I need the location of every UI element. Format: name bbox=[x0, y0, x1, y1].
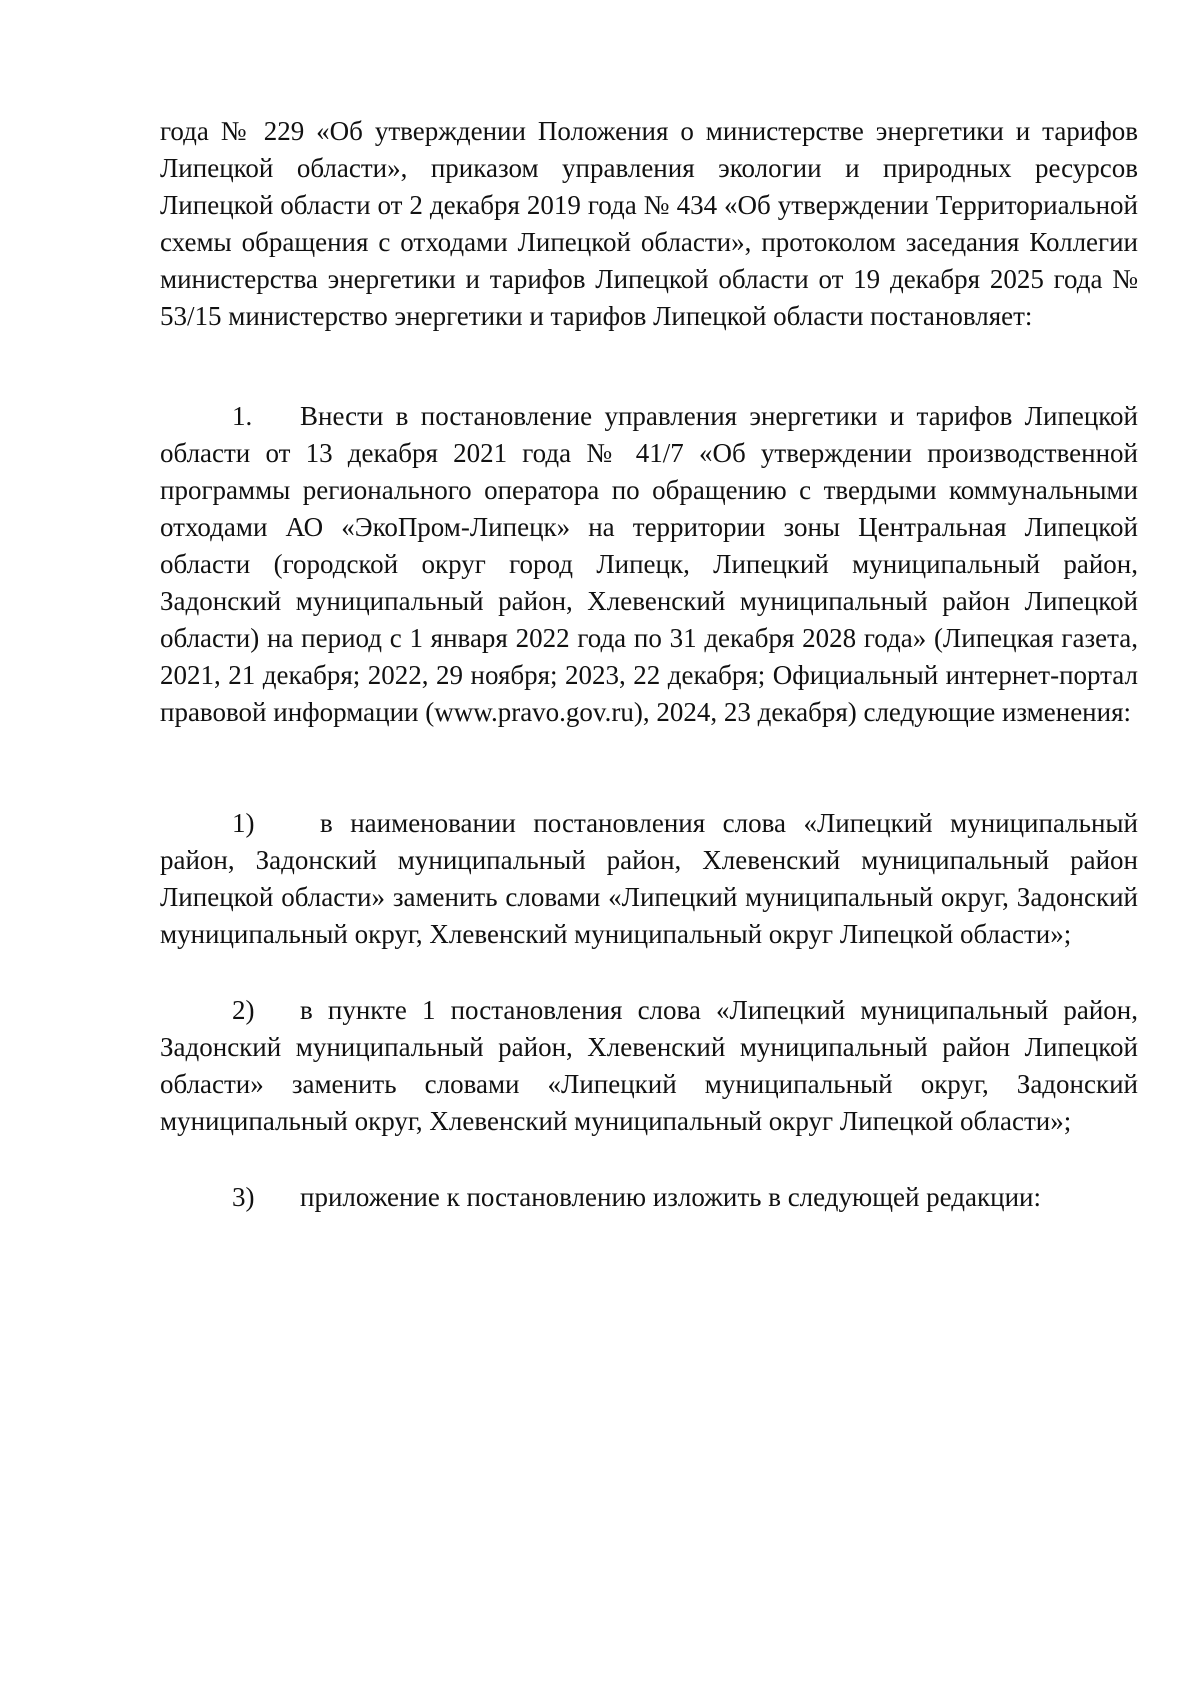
subitem-1-number: 1) bbox=[232, 808, 255, 838]
subitem-3-number: 3) bbox=[232, 1182, 255, 1212]
subitem-2-paragraph bbox=[160, 992, 1138, 1140]
subitem-2 bbox=[160, 992, 1138, 1140]
item-1 bbox=[160, 398, 1138, 731]
subitem-3-paragraph bbox=[160, 1179, 1138, 1216]
subitem-1-paragraph bbox=[160, 805, 1138, 953]
subitem-3 bbox=[160, 1179, 1138, 1216]
item-1-paragraph bbox=[160, 398, 1138, 731]
item-1-text: Внести в постановление управления энергетики и тарифов Липецкой области от 13 декабря 2021 года № 41/7 «Об утверждении производственной программы регионального оператора по обращению с твердыми коммунальными отходами АО «ЭкоПром-Липецк» на территории зоны Центральная Липецкой области (городской округ город Липецк, Липецкий муниципальный район, Задонский муниципальный район, Хлевенский муниципальный район Липецкой области) на период с 1 января 2022 года по 31 декабря 2028 года» (Липецкая газета, 2021, 21 декабря; 2022, 29 ноября; 2023, 22 декабря; Официальный интернет-портал правовой информации (www.pravo.gov.ru), 2024, 23 декабря) следующие изменения: bbox=[160, 401, 1138, 727]
subitem-2-number: 2) bbox=[232, 995, 255, 1025]
intro-paragraph bbox=[160, 113, 1138, 335]
subitem-1 bbox=[160, 805, 1138, 953]
intro-text: года № 229 «Об утверждении Положения о министерстве энергетики и тарифов Липецкой области», приказом управления экологии и природных ресурсов Липецкой области от 2 декабря 2019 года № 434 «Об утверждении Территориальной схемы обращения с отходами Липецкой области», протоколом заседания Коллегии министерства энергетики и тарифов Липецкой области от 19 декабря 2025 года № 53/15 министерство энергетики и тарифов Липецкой области постановляет: bbox=[160, 116, 1138, 331]
subitem-3-text: приложение к постановлению изложить в следующей редакции: bbox=[300, 1182, 1041, 1212]
subitem-2-text: в пункте 1 постановления слова «Липецкий муниципальный район, Задонский муниципальный район, Хлевенский муниципальный район Липецкой области» заменить словами «Липецкий муниципальный округ, Задонский муниципальный округ, Хлевенский муниципальный округ Липецкой области»; bbox=[160, 995, 1138, 1136]
subitem-1-text: в наименовании постановления слова «Липецкий муниципальный район, Задонский муниципальный район, Хлевенский муниципальный район Липецкой области» заменить словами «Липецкий муниципальный округ, Задонский муниципальный округ, Хлевенский муниципальный округ Липецкой области»; bbox=[160, 808, 1138, 949]
item-1-number: 1. bbox=[232, 401, 253, 431]
